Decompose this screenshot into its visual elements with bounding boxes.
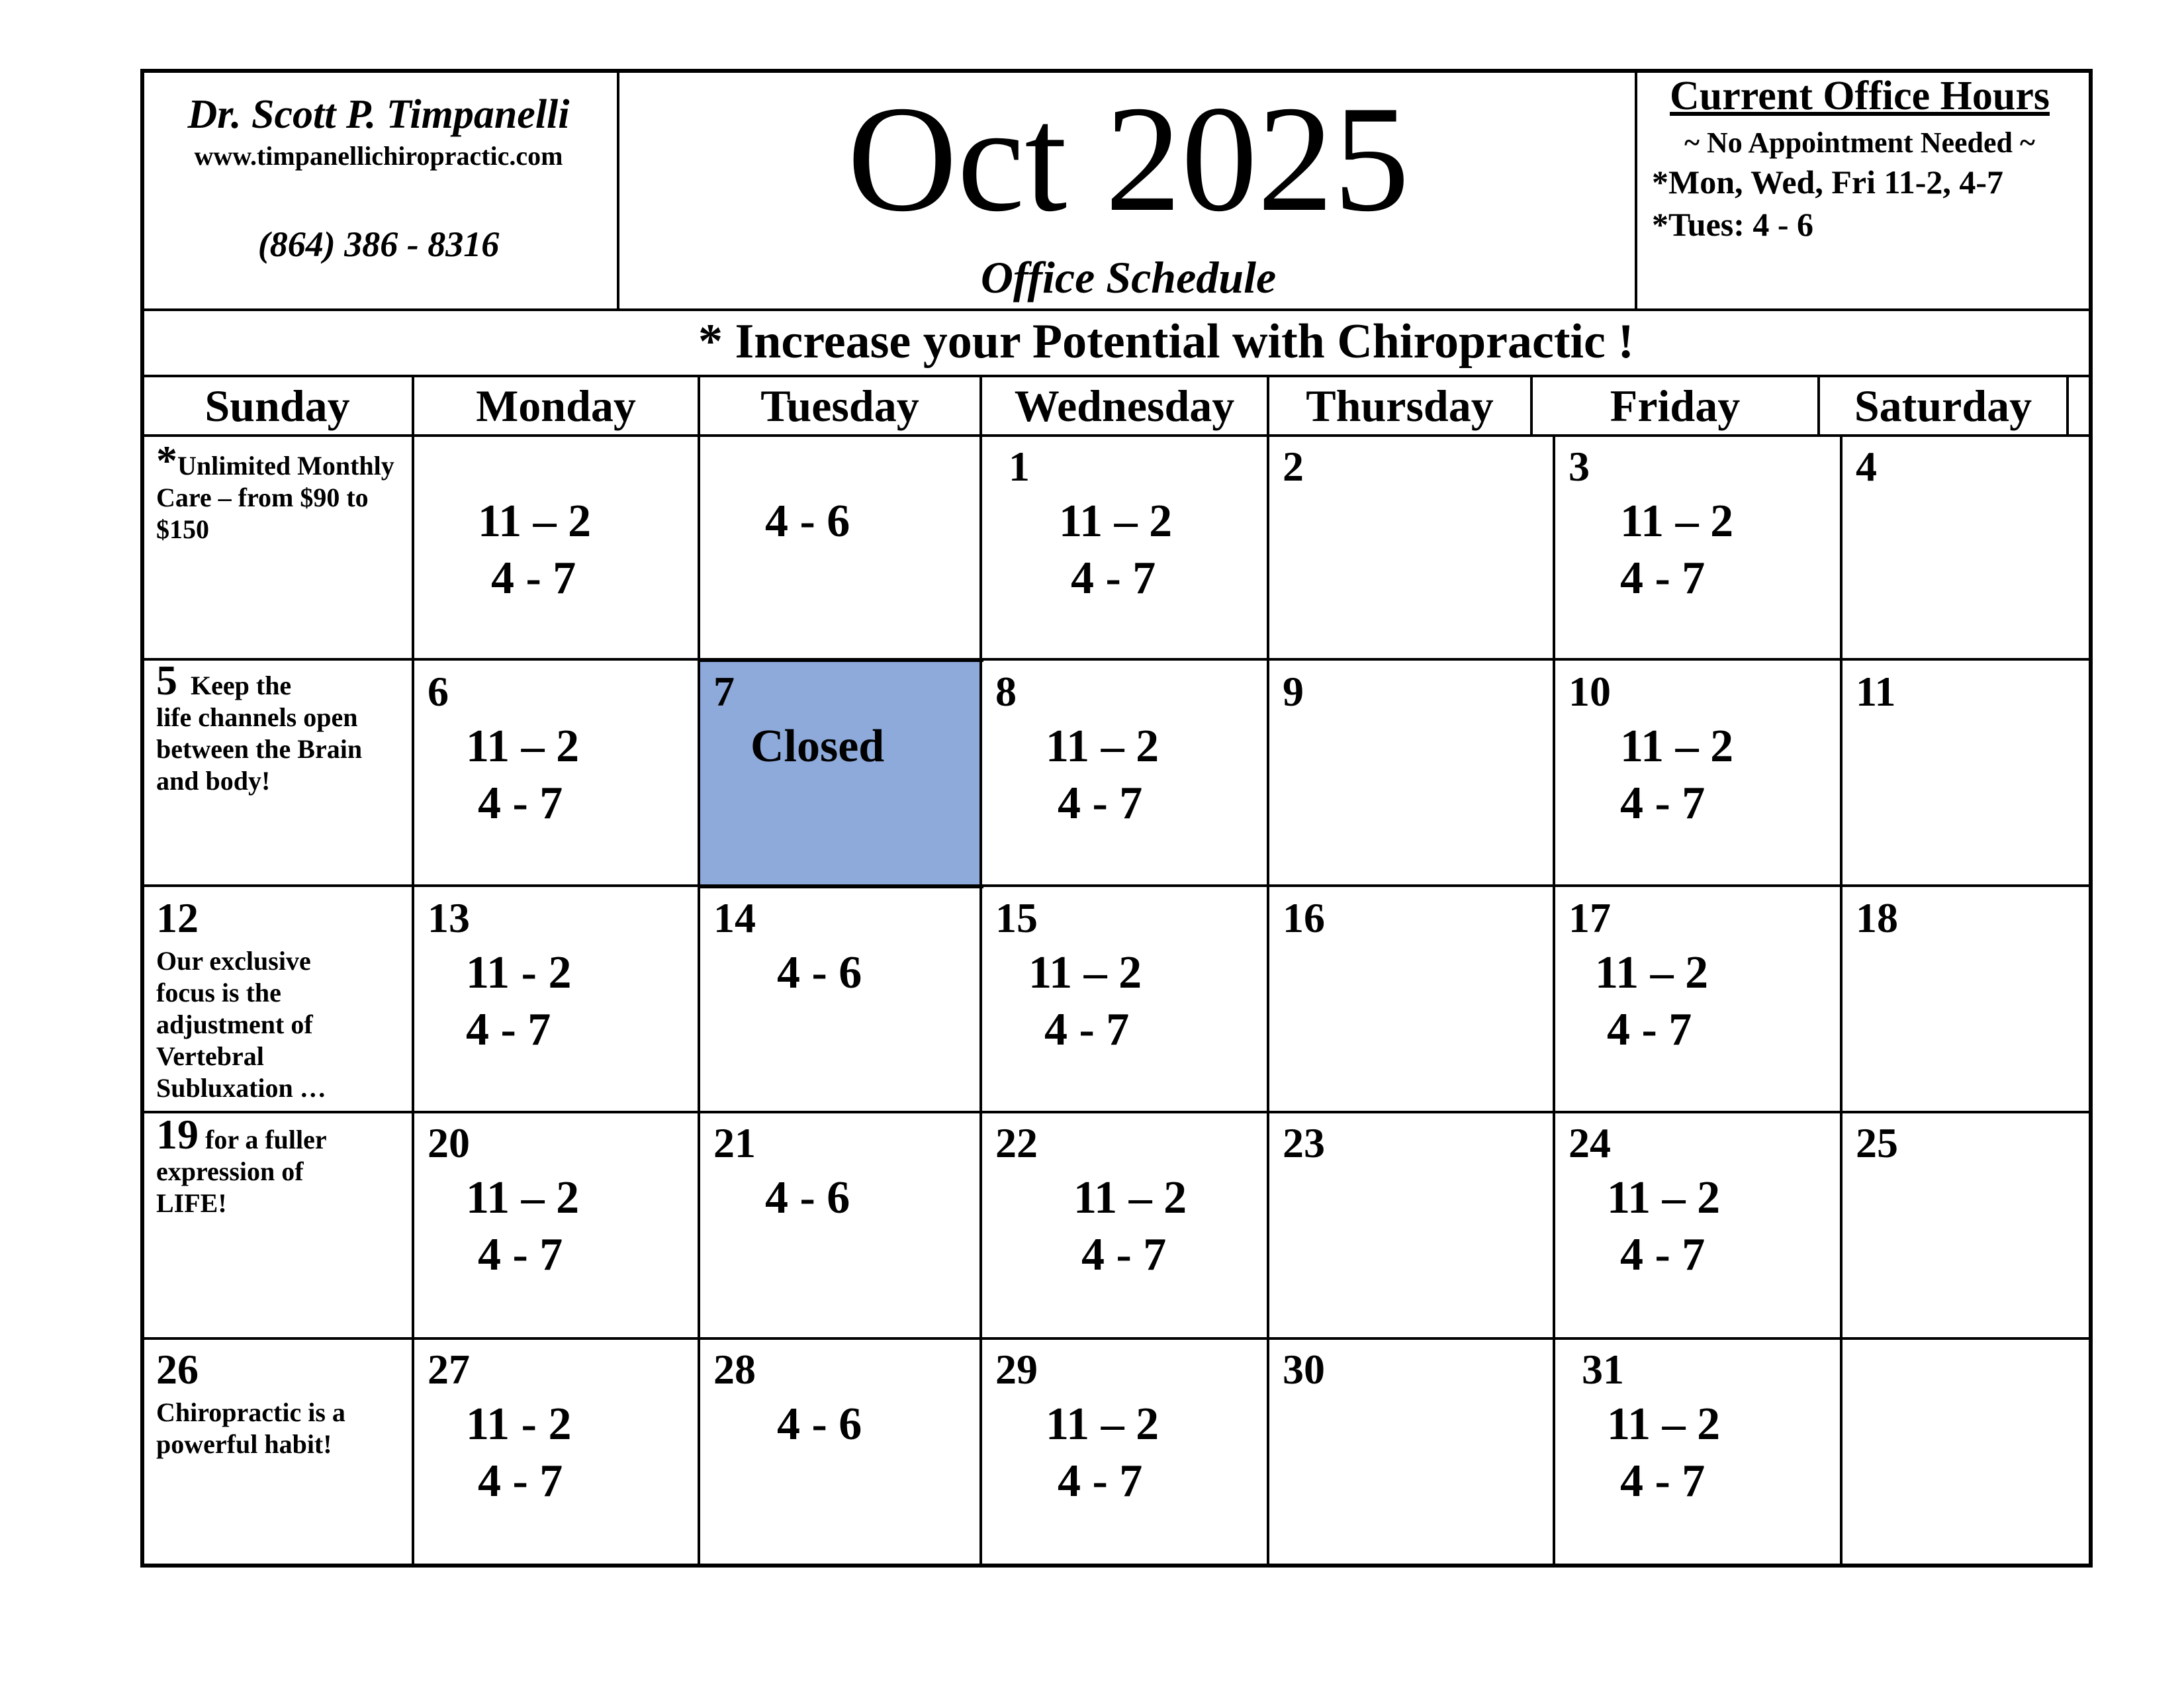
sunday-note-life-channels — [156, 657, 381, 797]
phone-number: (864) 386 - 8316 — [257, 224, 500, 264]
hours-block: 4 - 7 — [1620, 1456, 1706, 1507]
day-number: 29 — [995, 1346, 1038, 1393]
hours-block: 4 - 7 — [1620, 553, 1706, 604]
doctor-name: Dr. Scott P. Timpanelli — [187, 92, 570, 137]
office-hours-line-2: *Tues: 4 - 6 — [1652, 206, 1814, 243]
hours-block: 4 - 7 — [478, 1229, 563, 1280]
weekday-monday: Monday — [476, 381, 636, 431]
office-hours-line-1: *Mon, Wed, Fri 11-2, 4-7 — [1652, 164, 2004, 201]
hours-block: 11 – 2 — [1607, 1172, 1721, 1223]
hours-block: 11 – 2 — [478, 496, 592, 547]
hours-block: 11 - 2 — [466, 1399, 572, 1450]
hours-block: 4 - 7 — [1081, 1229, 1167, 1280]
day-number: 17 — [1569, 894, 1611, 941]
hours-block: 4 - 7 — [478, 1456, 563, 1507]
hours-block: 11 – 2 — [1059, 496, 1173, 547]
month-title: Oct 2025 — [847, 74, 1410, 243]
hours-block: 4 - 7 — [466, 1004, 551, 1055]
day-number: 9 — [1283, 668, 1304, 715]
day-number: 23 — [1283, 1119, 1325, 1166]
closed-day-highlight — [699, 661, 979, 887]
no-appointment-note: ~ No Appointment Needed ~ — [1684, 126, 2035, 159]
hours-block: 11 – 2 — [1595, 947, 1709, 998]
note-text: Unlimited Monthly Care – from $90 to $150 — [156, 451, 394, 544]
office-hours-title: Current Office Hours — [1670, 73, 2050, 118]
closed-label: Closed — [751, 721, 885, 772]
hours-block: 4 - 6 — [765, 496, 850, 547]
note-text: for a fuller — [205, 1125, 327, 1154]
day-number: 8 — [995, 668, 1017, 715]
day-number: 28 — [713, 1346, 756, 1393]
hours-block: 4 - 7 — [478, 778, 563, 829]
day-number: 1 — [1009, 443, 1030, 490]
day-number: 21 — [713, 1119, 756, 1166]
sunday-note-powerful-habit: Chiropractic is a powerful habit! — [156, 1397, 345, 1459]
hours-block: 4 - 7 — [1044, 1004, 1130, 1055]
note-text: Keep the — [191, 671, 292, 700]
day-number: 24 — [1569, 1119, 1611, 1166]
hours-block: 4 - 7 — [1071, 553, 1156, 604]
sunday-note-fuller-expression — [156, 1111, 381, 1219]
day-number: 4 — [1856, 443, 1877, 490]
day-number: 31 — [1582, 1346, 1624, 1393]
day-number: 30 — [1283, 1346, 1325, 1393]
day-number: 14 — [713, 894, 756, 941]
sunday-note-unlimited-care — [156, 437, 394, 545]
hours-block: 4 - 7 — [1058, 1456, 1143, 1507]
note-text: life channels open between the Brain and body! — [156, 702, 363, 796]
day-number: 12 — [156, 894, 199, 941]
schedule-subtitle: Office Schedule — [980, 252, 1277, 303]
day-number: 18 — [1856, 894, 1898, 941]
hours-block: 4 - 7 — [1607, 1004, 1692, 1055]
day-number: 7 — [713, 668, 735, 715]
weekday-sunday: Sunday — [205, 381, 350, 431]
day-number: 11 — [1856, 668, 1896, 715]
slogan-banner: * Increase your Potential with Chiropractic ! — [698, 314, 1635, 369]
day-number: 10 — [1569, 668, 1611, 715]
hours-block: 4 - 7 — [1620, 1229, 1706, 1280]
weekday-saturday: Saturday — [1854, 381, 2032, 431]
hours-block: 4 - 6 — [765, 1172, 850, 1223]
day-number: 25 — [1856, 1119, 1898, 1166]
day-number: 2 — [1283, 443, 1304, 490]
hours-block: 4 - 6 — [777, 1399, 862, 1450]
day-number: 13 — [428, 894, 470, 941]
weekday-tuesday: Tuesday — [760, 381, 919, 431]
day-number: 5 — [156, 657, 177, 704]
hours-block: 11 – 2 — [466, 721, 580, 772]
day-number: 19 — [156, 1111, 199, 1158]
hours-block: 11 – 2 — [1620, 496, 1734, 547]
weekday-wednesday: Wednesday — [1014, 381, 1235, 431]
hours-block: 4 - 6 — [777, 947, 862, 998]
hours-block: 11 – 2 — [1046, 1399, 1160, 1450]
day-number: 3 — [1569, 443, 1590, 490]
day-number: 26 — [156, 1346, 199, 1393]
hours-block: 11 – 2 — [1607, 1399, 1721, 1450]
hours-block: 11 – 2 — [1046, 721, 1160, 772]
day-number: 22 — [995, 1119, 1038, 1166]
note-star: * — [156, 437, 177, 484]
hours-block: 11 – 2 — [466, 1172, 580, 1223]
website-url: www.timpanellichiropractic.com — [194, 141, 563, 171]
hours-block: 4 - 7 — [491, 553, 576, 604]
day-number: 20 — [428, 1119, 470, 1166]
note-text: expression of LIFE! — [156, 1156, 304, 1218]
day-number: 27 — [428, 1346, 470, 1393]
hours-block: 11 – 2 — [1620, 721, 1734, 772]
sunday-note-exclusive-focus: Our exclusive focus is the adjustment of Vertebral Subluxation … — [156, 946, 326, 1103]
day-number: 16 — [1283, 894, 1325, 941]
hours-block: 4 - 7 — [1620, 778, 1706, 829]
day-number: 6 — [428, 668, 449, 715]
hours-block: 4 - 7 — [1058, 778, 1143, 829]
day-number: 15 — [995, 894, 1038, 941]
hours-block: 11 – 2 — [1073, 1172, 1187, 1223]
weekday-friday: Friday — [1610, 381, 1741, 431]
hours-block: 11 – 2 — [1028, 947, 1142, 998]
weekday-thursday: Thursday — [1306, 381, 1494, 431]
hours-block: 11 - 2 — [466, 947, 572, 998]
